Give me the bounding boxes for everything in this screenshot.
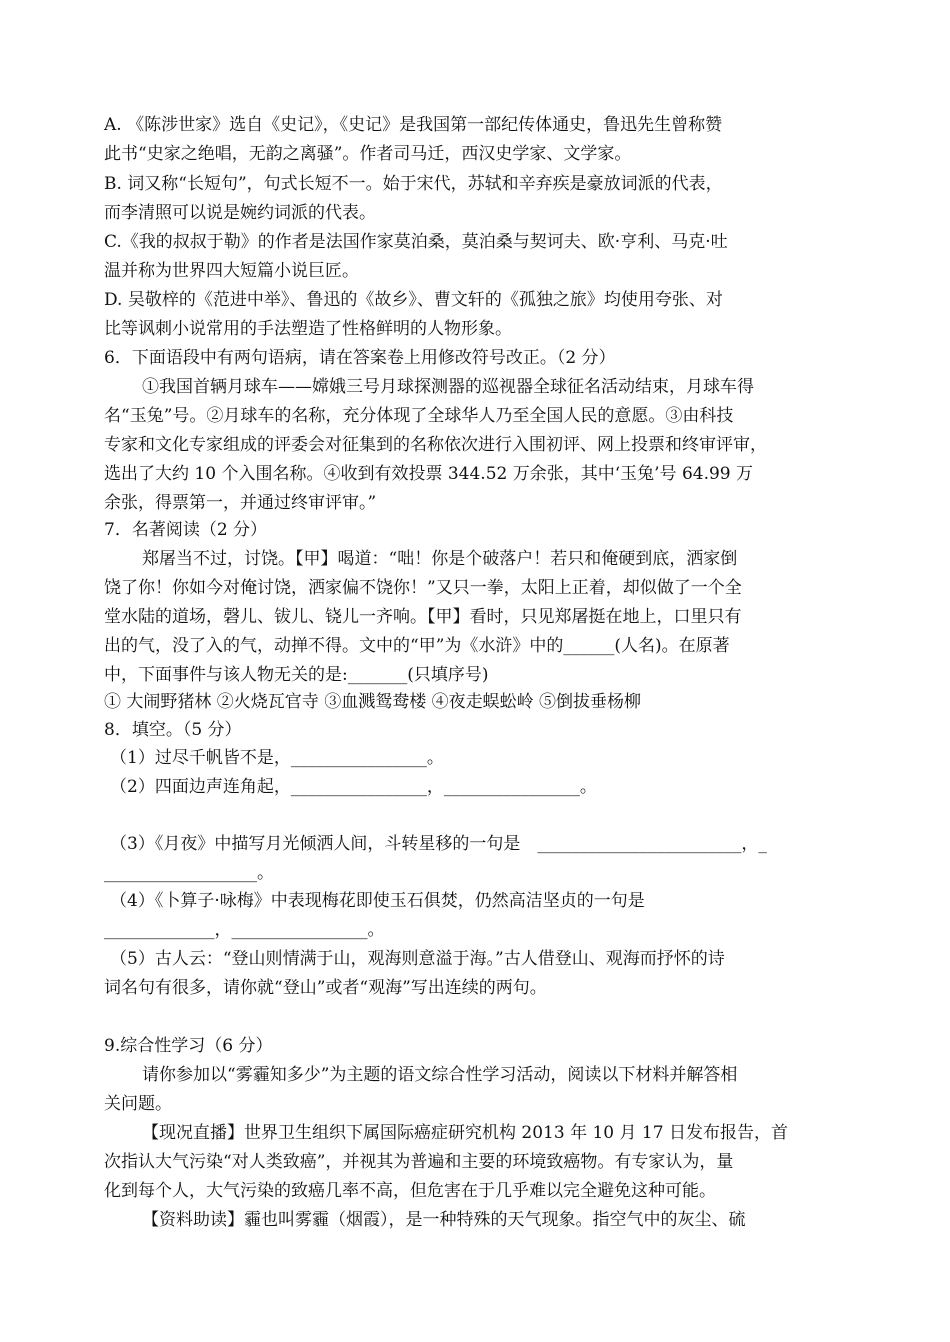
question-8-item-5-line-1: （5）古人云：“登山则情满于山，观海则意溢于海。”古人借登山、观海而抒怀的诗 — [110, 949, 725, 969]
option-d-line-1: D. 吴敬梓的《范进中举》、鲁迅的《故乡》、曹文轩的《孤独之旅》均使用夸张、对 — [104, 290, 723, 310]
question-8-item-5-line-2: 词名句有很多，请你就“登山”或者“观海”写出连续的两句。 — [104, 978, 547, 998]
question-9-intro-line-2: 关问题。 — [104, 1094, 172, 1114]
question-6-para-line-5: 余张，得票第一，并通过终审评审。” — [104, 493, 377, 513]
question-8-item-3-line-1: （3）《月夜》中描写月光倾洒人间，斗转星移的一句是 ________________________，_ — [110, 834, 767, 854]
status-report-line-1: 【现况直播】世界卫生组织下属国际癌症研究机构 2013 年 10 月 17 日发布报告，首 — [142, 1123, 788, 1143]
question-7-para-line-1: 郑屠当不过，讨饶。【甲】喝道：“咄！你是个破落户！若只和俺硬到底，洒家倒 — [142, 549, 738, 569]
option-b-line-2: 而李清照可以说是婉约词派的代表。 — [104, 203, 376, 223]
reference-material-line-1: 【资料助读】霾也叫雾霾（烟霞），是一种特殊的天气现象。指空气中的灰尘、硫 — [142, 1210, 746, 1230]
option-a-line-2: 此书“史家之绝唱，无韵之离骚”。作者司马迁，西汉史学家、文学家。 — [104, 144, 632, 164]
status-report-line-2: 次指认大气污染“对人类致癌”，并视其为普遍和主要的环境致癌物。有专家认为，量 — [104, 1152, 734, 1172]
question-6-para-line-4: 选出了大约 10 个入围名称。④收到有效投票 344.52 万余张，其中‘玉兔’号 64.99 万 — [104, 464, 754, 484]
question-7-para-line-3: 堂水陆的道场，磬儿、钹儿、铙儿一齐响。【甲】看时，只见郑屠挺在地上，口里只有 — [104, 607, 742, 627]
question-9-heading: 9.综合性学习（6 分） — [104, 1036, 273, 1056]
question-6-para-line-2: 名“玉兔”号。②月球车的名称，充分体现了全球华人乃至全国人民的意愿。③由科技 — [104, 406, 734, 426]
question-8-item-3-line-2: __________________。 — [104, 863, 274, 883]
option-d-line-2: 比等讽刺小说常用的手法塑造了性格鲜明的人物形象。 — [104, 319, 512, 339]
option-c-line-2: 温并称为世界四大短篇小说巨匠。 — [104, 261, 359, 281]
question-9-intro-line-1: 请你参加以“雾霾知多少”为主题的语文综合性学习活动，阅读以下材料并解答相 — [142, 1065, 738, 1085]
question-8-item-4-line-1: （4）《卜算子·咏梅》中表现梅花即使玉石俱焚，仍然高洁坚贞的一句是 — [110, 891, 645, 911]
question-6-heading: 6．下面语段中有两句语病，请在答案卷上用修改符号改正。（2 分） — [104, 348, 616, 368]
status-report-line-3: 化到每个人，大气污染的致癌几率不高，但危害在于几乎难以完全避免这种可能。 — [104, 1181, 716, 1201]
question-8-item-4-line-2: _____________，________________。 — [104, 920, 385, 940]
option-c-line-1: C.《我的叔叔于勒》的作者是法国作家莫泊桑，莫泊桑与契诃夫、欧·亨利、马克·吐 — [104, 232, 728, 252]
question-7-para-line-2: 饶了你！你如今对俺讨饶，洒家偏不饶你！”又只一拳，太阳上正着，却似做了一个全 — [104, 578, 742, 598]
question-6-para-line-1: ①我国首辆月球车——嫦娥三号月球探测器的巡视器全球征名活动结束，月球车得 — [142, 377, 754, 397]
question-6-para-line-3: 专家和文化专家组成的评委会对征集到的名称依次进行入围初评、网上投票和终审评审， — [104, 435, 767, 455]
option-b-line-1: B. 词又称“长短句”，句式长短不一。始于宋代，苏轼和辛弃疾是豪放词派的代表， — [104, 174, 723, 194]
question-8-item-1: （1）过尽千帆皆不是，________________。 — [110, 748, 444, 768]
question-7-para-line-4: 出的气，没了入的气，动掸不得。文中的“甲”为《水浒》中的______(人名)。在原著 — [104, 636, 730, 656]
option-a-line-1: A. 《陈涉世家》选自《史记》，《史记》是我国第一部纪传体通史，鲁迅先生曾称赞 — [104, 115, 723, 135]
question-7-options: ① 大闹野猪林 ②火烧瓦官寺 ③血溅鸳鸯楼 ④夜走蜈蚣岭 ⑤倒拔垂杨柳 — [104, 692, 642, 712]
question-8-item-2: （2）四面边声连角起，________________，________________。 — [110, 777, 597, 797]
question-7-para-line-5: 中，下面事件与该人物无关的是:_______(只填序号) — [104, 665, 489, 685]
question-7-heading: 7．名著阅读（2 分） — [104, 520, 268, 540]
question-8-heading: 8．填空。（5 分） — [104, 720, 242, 740]
